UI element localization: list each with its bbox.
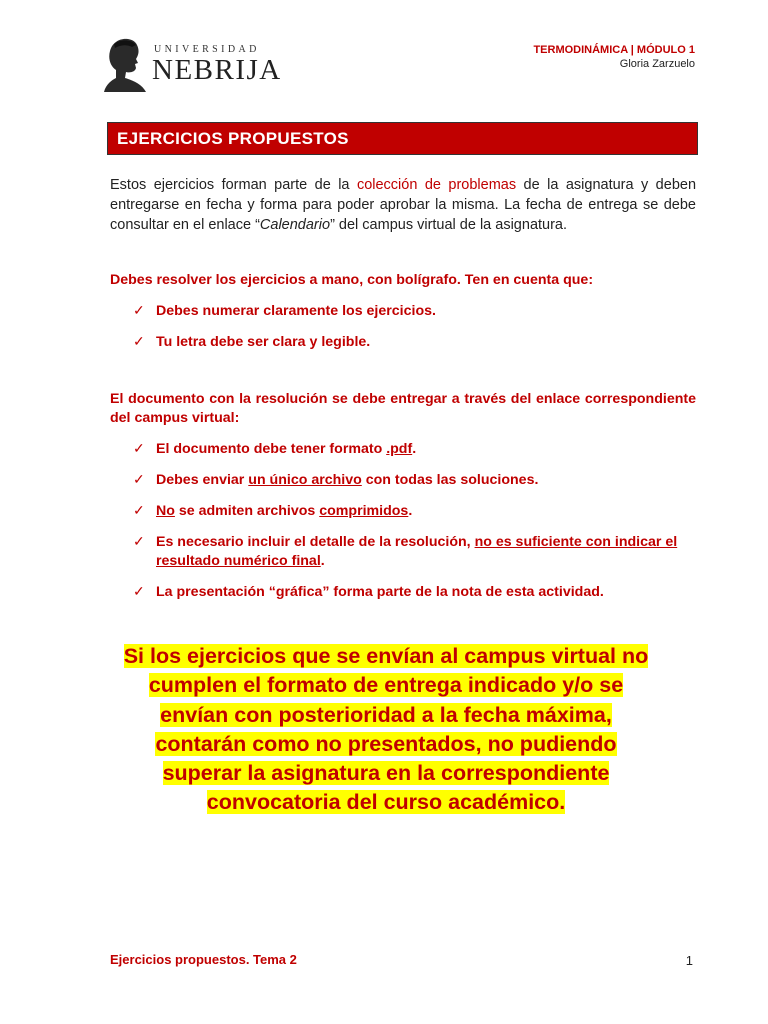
checkmark-icon: ✓	[133, 503, 145, 519]
list-item-underlined: no es suficiente con indicar el resultado numérico final	[156, 534, 678, 569]
instructions-section-1	[110, 271, 696, 352]
warning-line: contarán como no presentados, no pudiendo	[155, 731, 617, 756]
list-item-text: La presentación “gráfica” forma parte de la nota de esta actividad.	[156, 584, 604, 600]
list-item-text: .	[320, 553, 325, 569]
section-2-heading: El documento con la resolución se debe entregar a través del enlace correspondiente del campus virtual:	[110, 391, 696, 426]
list-item	[110, 583, 696, 602]
checkmark-icon: ✓	[133, 334, 145, 350]
list-item-underlined: No	[156, 503, 175, 519]
list-item	[110, 302, 696, 321]
logo-text-nebrija: NEBRIJA	[152, 54, 282, 86]
submission-warning	[102, 642, 670, 818]
nebrija-portrait-icon	[102, 36, 148, 92]
checkmark-icon: ✓	[133, 303, 145, 319]
page-number: 1	[685, 953, 693, 968]
course-module: TERMODINÁMICA | MÓDULO 1	[533, 44, 695, 56]
instructions-section-2	[110, 390, 696, 602]
list-item	[110, 533, 696, 571]
list-item-underlined: un único archivo	[248, 472, 362, 488]
list-item-text: con todas las soluciones.	[361, 472, 539, 488]
checkmark-icon: ✓	[133, 441, 145, 457]
warning-line: envían con posterioridad a la fecha máxima,	[160, 702, 612, 727]
intro-paragraph	[110, 175, 696, 235]
university-logo	[102, 36, 282, 92]
section-title: EJERCICIOS PROPUESTOS	[117, 129, 349, 148]
list-item-text: .	[412, 441, 417, 457]
warning-line: convocatoria del curso académico.	[206, 790, 566, 815]
warning-line: superar la asignatura en la correspondiente	[162, 761, 610, 786]
list-item-underlined: .pdf	[386, 441, 413, 457]
intro-text-1: Estos ejercicios forman parte de la	[110, 177, 357, 193]
checkmark-icon: ✓	[133, 534, 145, 550]
section-2-list	[110, 440, 696, 602]
list-item-text: Debes numerar claramente los ejercicios.	[156, 303, 436, 319]
list-item-text: se admiten archivos	[174, 503, 320, 519]
list-item	[110, 471, 696, 490]
list-item	[110, 333, 696, 352]
warning-line: Si los ejercicios que se envían al campus virtual no	[123, 644, 649, 668]
page-header-info	[533, 43, 695, 71]
calendar-text: Calendario	[259, 217, 331, 233]
checkmark-icon: ✓	[133, 584, 145, 600]
author-name: Gloria Zarzuelo	[619, 58, 695, 70]
logo-text-universidad: UNIVERSIDAD	[154, 44, 260, 55]
list-item	[110, 502, 696, 521]
list-item-text: Tu letra debe ser clara y legible.	[156, 334, 371, 350]
list-item-text: .	[408, 503, 413, 519]
list-item-text: Es necesario incluir el detalle de la resolución,	[156, 534, 475, 550]
list-item-underlined: comprimidos	[319, 503, 409, 519]
intro-text-2: de la asignatura y deben entregarse en fecha y forma para poder aprobar la misma. La fecha de entrega se debe consultar en el enlace “	[110, 177, 697, 233]
list-item	[110, 440, 696, 459]
section-1-list	[110, 302, 696, 352]
list-item-text: Debes enviar	[156, 472, 249, 488]
section-title-bar	[107, 122, 698, 155]
list-item-text: El documento debe tener formato	[156, 441, 387, 457]
warning-line: cumplen el formato de entrega indicado y/o se	[148, 673, 624, 698]
section-1-heading: Debes resolver los ejercicios a mano, con bolígrafo. Ten en cuenta que:	[110, 272, 594, 288]
checkmark-icon: ✓	[133, 472, 145, 488]
footer-title: Ejercicios propuestos. Tema 2	[110, 952, 297, 967]
problems-collection-link[interactable]: colección de problemas	[356, 177, 517, 193]
intro-text-3: ” del campus virtual de la asignatura.	[330, 217, 568, 233]
